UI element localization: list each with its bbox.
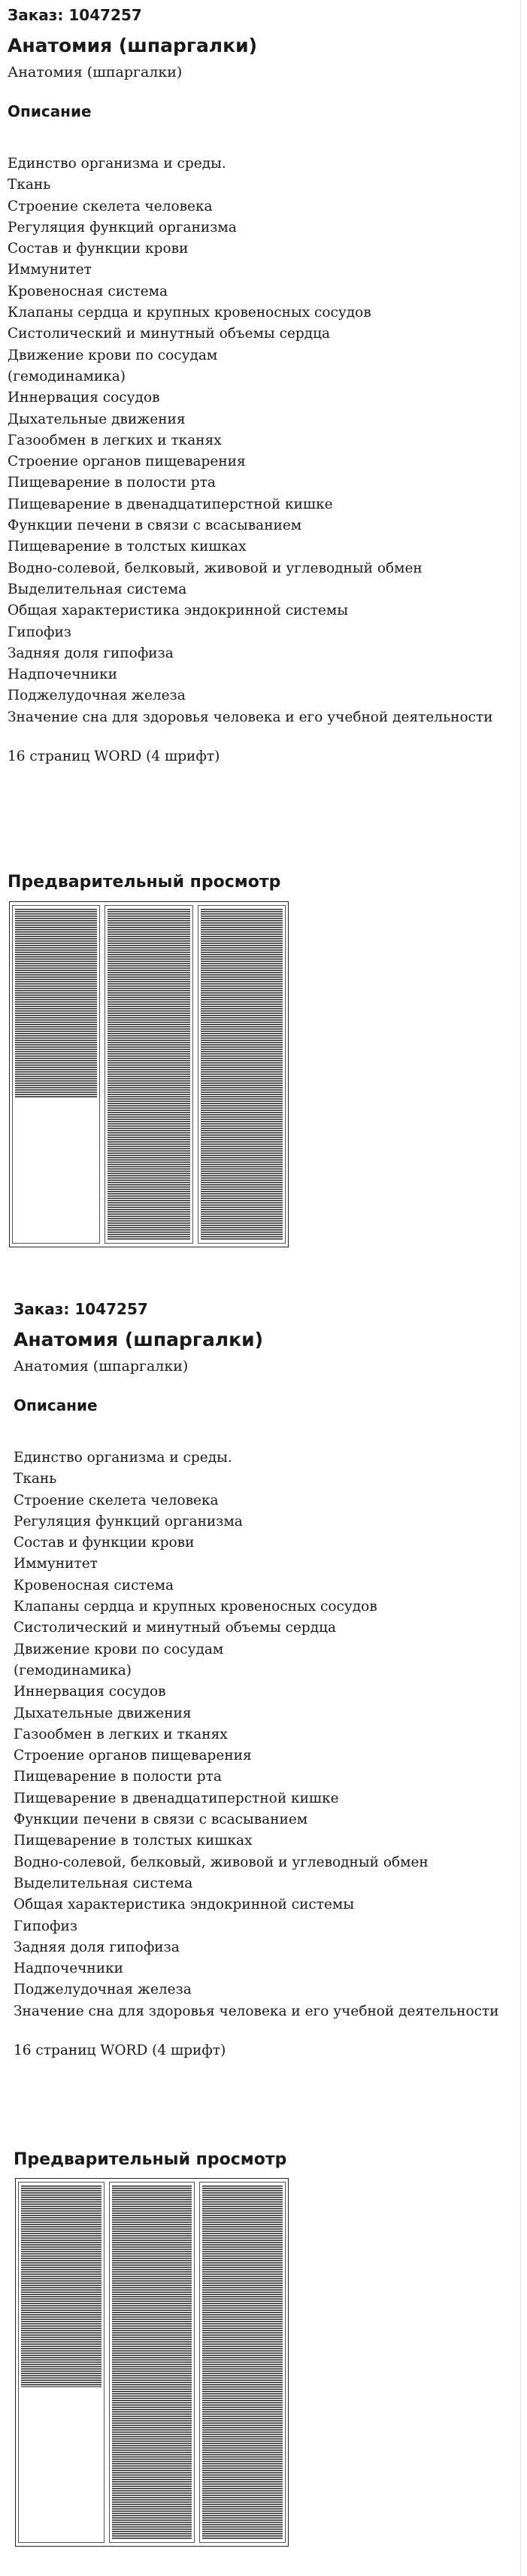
list-item: Регуляция функций организма <box>8 219 237 235</box>
list-item: Водно-солевой, белковый, живовой и углеводный обмен <box>14 1854 429 1870</box>
list-item: Общая характеристика эндокринной системы <box>14 1897 355 1913</box>
list-item: Движение крови по сосудам <box>14 1641 224 1657</box>
list-item: Строение скелета человека <box>8 198 213 214</box>
list-item: Пищеварение в толстых кишках <box>8 539 247 555</box>
list-item: Выделительная система <box>8 581 187 597</box>
list-item: (гемодинамика) <box>8 368 126 384</box>
list-item: Ткань <box>8 177 51 193</box>
list-item: Поджелудочная железа <box>14 1982 192 1998</box>
list-item: Систолический и минутный объемы сердца <box>8 326 331 342</box>
list-item: Функции печени в связи с всасыванием <box>8 518 302 534</box>
page-count-info: 16 страниц WORD (4 шрифт) <box>8 749 220 765</box>
list-item: Пищеварение в полости рта <box>14 1769 222 1785</box>
description-heading: Описание <box>8 102 92 120</box>
preview-page-3[interactable] <box>199 2182 286 2543</box>
list-item: Надпочечники <box>8 667 117 683</box>
list-item: Иннервация сосудов <box>8 390 160 406</box>
list-item: Пищеварение в двенадцатиперстной кишке <box>14 1790 339 1806</box>
list-item: Строение органов пищеварения <box>8 454 246 470</box>
page-title: Анатомия (шпаргалки) <box>8 35 258 56</box>
description-heading: Описание <box>14 1396 98 1414</box>
preview-heading: Предварительный просмотр <box>8 873 281 892</box>
topics-list <box>8 153 527 728</box>
order-block-2 <box>0 1294 527 2169</box>
preview-page-3[interactable] <box>198 905 286 1244</box>
page-text-lines <box>201 909 283 1240</box>
list-item: Гипофиз <box>14 1918 77 1934</box>
order-number: Заказ: 1047257 <box>8 6 142 24</box>
list-item: Состав и функции крови <box>14 1535 195 1551</box>
list-item: Водно-солевой, белковый, живовой и углеводный обмен <box>8 560 423 576</box>
list-item: Пищеварение в полости рта <box>8 475 216 491</box>
preview-thumbnails[interactable] <box>9 901 289 1247</box>
list-item: Единство организма и среды. <box>14 1450 232 1466</box>
list-item: Задняя доля гипофиза <box>14 1939 180 1955</box>
list-item: Строение органов пищеварения <box>14 1748 252 1764</box>
list-item: (гемодинамика) <box>14 1662 132 1678</box>
page-text-lines <box>112 2186 192 2539</box>
subtitle: Анатомия (шпаргалки) <box>8 64 183 80</box>
list-item: Систолический и минутный объемы сердца <box>14 1620 337 1636</box>
page-title: Анатомия (шпаргалки) <box>14 1329 264 1350</box>
list-item: Ткань <box>14 1471 57 1487</box>
page-text-lines <box>15 909 97 1098</box>
preview-heading: Предварительный просмотр <box>14 2150 287 2169</box>
list-item: Иннервация сосудов <box>14 1684 166 1700</box>
list-item: Газообмен в легких и тканях <box>14 1726 228 1742</box>
preview-page-2[interactable] <box>104 905 192 1244</box>
list-item: Пищеварение в толстых кишках <box>14 1833 253 1849</box>
preview-page-2[interactable] <box>109 2182 195 2543</box>
page-text-lines <box>202 2186 283 2539</box>
list-item: Иммунитет <box>8 262 92 278</box>
list-item: Выделительная система <box>14 1875 193 1891</box>
topics-list <box>14 1447 527 2022</box>
list-item: Функции печени в связи с всасыванием <box>14 1812 308 1828</box>
list-item: Клапаны сердца и крупных кровеносных сосудов <box>8 305 371 321</box>
list-item: Общая характеристика эндокринной системы <box>8 603 349 619</box>
preview-thumbnails[interactable] <box>15 2178 289 2547</box>
list-item: Клапаны сердца и крупных кровеносных сосудов <box>14 1599 377 1615</box>
list-item: Регуляция функций организма <box>14 1513 243 1530</box>
list-item: Поджелудочная железа <box>8 688 186 704</box>
list-item: Движение крови по сосудам <box>8 347 218 363</box>
list-item: Единство организма и среды. <box>8 156 226 172</box>
list-item: Дыхательные движения <box>8 411 186 427</box>
page-count-info: 16 страниц WORD (4 шрифт) <box>14 2043 226 2059</box>
page-text-lines <box>108 909 189 1240</box>
order-number: Заказ: 1047257 <box>14 1300 148 1318</box>
preview-page-1[interactable] <box>12 905 100 1244</box>
preview-page-1[interactable] <box>18 2182 104 2543</box>
subtitle: Анатомия (шпаргалки) <box>14 1358 189 1375</box>
list-item: Кровеносная система <box>8 283 168 299</box>
list-item: Значение сна для здоровья человека и его учебной деятельности <box>14 2003 499 2019</box>
list-item: Дыхательные движения <box>14 1705 192 1721</box>
list-item: Кровеносная система <box>14 1577 174 1593</box>
list-item: Газообмен в легких и тканях <box>8 432 222 448</box>
list-item: Строение скелета человека <box>14 1492 219 1508</box>
list-item: Иммунитет <box>14 1556 98 1572</box>
page-text-lines <box>21 2186 101 2387</box>
list-item: Надпочечники <box>14 1961 123 1977</box>
list-item: Задняя доля гипофиза <box>8 645 174 661</box>
list-item: Значение сна для здоровья человека и его учебной деятельности <box>8 709 493 725</box>
list-item: Гипофиз <box>8 624 71 640</box>
order-block-1 <box>0 0 527 892</box>
list-item: Состав и функции крови <box>8 241 189 257</box>
list-item: Пищеварение в двенадцатиперстной кишке <box>8 496 333 512</box>
